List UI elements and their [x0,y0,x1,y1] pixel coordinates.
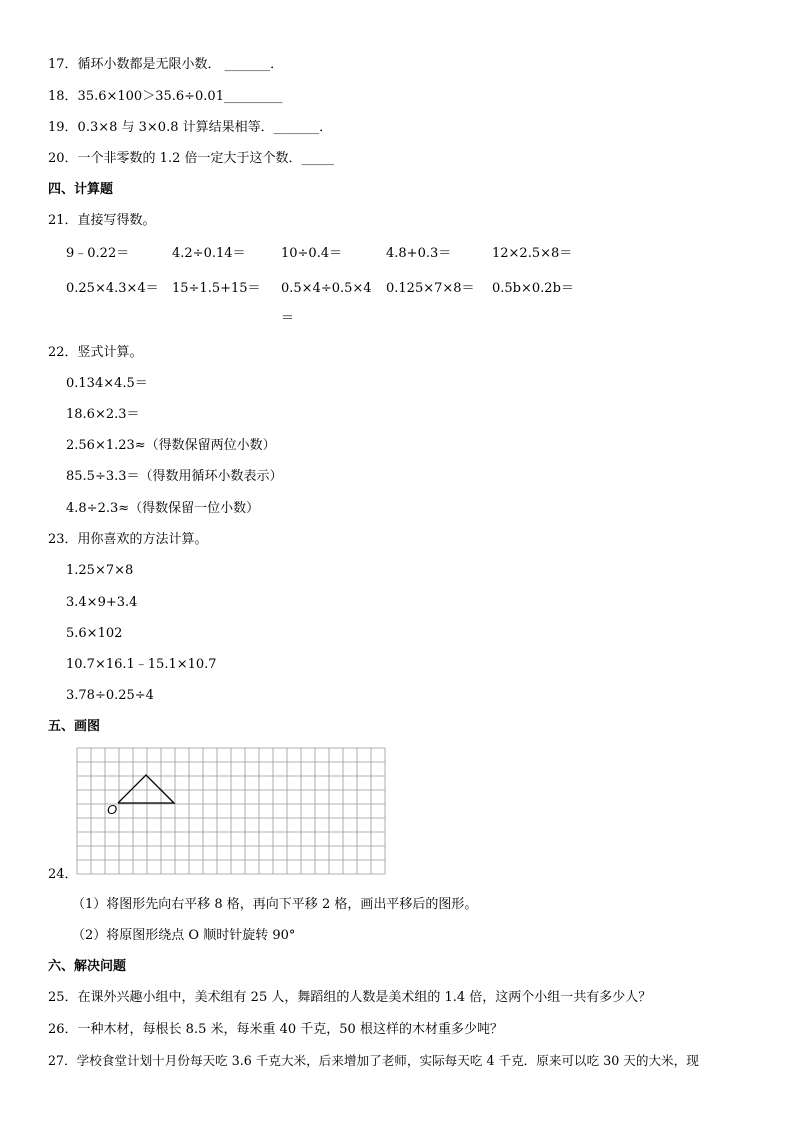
vertical-calc-item: 2.56×1.23≈（得数保留两位小数） [66,438,276,453]
triangle-shape [118,775,174,803]
question-17: 17．循环小数都是无限小数． _______． [48,57,284,72]
question-24-part-1: （1）将图形先向右平移 8 格，再向下平移 2 格，画出平移后的图形。 [72,897,478,912]
question-27: 27．学校食堂计划十月份每天吃 3.6 千克大米，后来增加了老师，实际每天吃 4 千克．原来可以吃 30 天的大米，现 [48,1053,699,1068]
section-4-title: 四、计算题 [48,182,114,197]
question-24-part-2: （2）将原图形绕点 O 顺时针旋转 90° [72,928,296,943]
question-25: 25．在课外兴趣小组中，美术组有 25 人，舞蹈组的人数是美术组的 1.4 倍，这两个小组一共有多少人？ [48,990,652,1005]
question-19: 19．0.3×8 与 3×0.8 计算结果相等．_______． [48,120,333,135]
question-24: 24． [48,867,78,882]
question-26: 26．一种木材，每根长 8.5 米，每米重 40 千克，50 根这样的木材重多少吨？ [48,1022,503,1037]
question-18: 18．35.6×100＞35.6÷0.01_________ [48,89,283,104]
calc-cell: 10÷0.4＝ [281,246,343,261]
vertical-calc-item: 85.5÷3.3＝（得数用循环小数表示） [66,469,283,484]
question-21: 21．直接写得数。 [48,213,156,228]
calc-cell: 0.5×4÷0.5×4 [281,281,372,296]
grid-svg [76,747,386,877]
drawing-grid [76,747,386,881]
simplify-calc-item: 1.25×7×8 [66,563,134,578]
simplify-calc-item: 10.7×16.1﹣15.1×10.7 [66,657,217,672]
question-22: 22．竖式计算。 [48,345,143,360]
calc-cell: 0.125×7×8＝ [386,281,475,296]
calc-cell: 15÷1.5+15＝ [172,281,261,296]
calc-cell-wrap: ＝ [281,311,295,326]
question-23: 23．用你喜欢的方法计算。 [48,532,208,547]
vertical-calc-item: 4.8÷2.3≈（得数保留一位小数） [66,501,260,516]
calc-cell: 0.5b×0.2b＝ [492,281,574,296]
calc-cell: 0.25×4.3×4＝ [66,281,159,296]
calc-cell: 4.8+0.3＝ [386,246,452,261]
section-6-title: 六、解决问题 [48,959,127,974]
calc-cell: 9﹣0.22＝ [66,246,130,261]
vertical-calc-item: 18.6×2.3＝ [66,407,140,422]
calc-cell: 12×2.5×8＝ [492,246,573,261]
simplify-calc-item: 3.78÷0.25÷4 [66,688,154,703]
simplify-calc-item: 5.6×102 [66,626,123,641]
calc-cell: 4.2÷0.14＝ [172,246,246,261]
point-o-label: O [107,802,118,817]
section-5-title: 五、画图 [48,719,101,734]
simplify-calc-item: 3.4×9+3.4 [66,595,138,610]
vertical-calc-item: 0.134×4.5＝ [66,376,148,391]
question-20: 20．一个非零数的 1.2 倍一定大于这个数．_____ [48,151,334,166]
